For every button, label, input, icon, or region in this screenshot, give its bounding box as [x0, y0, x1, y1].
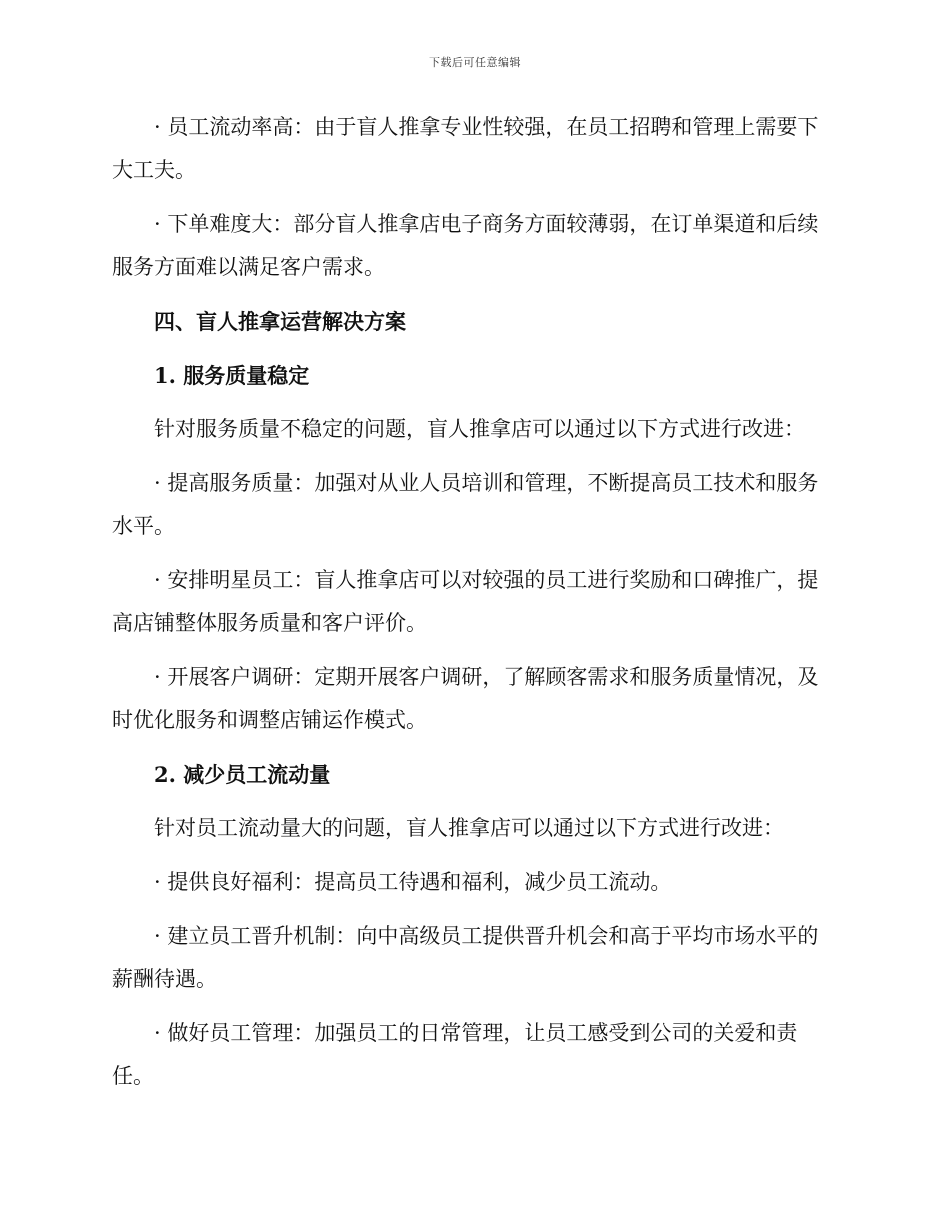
bullet-improve-service: · 提高服务质量：加强对从业人员培训和管理，不断提高员工技术和服务水平。	[112, 471, 819, 538]
bullet-staff-turnover: · 员工流动率高：由于盲人推拿专业性较强，在员工招聘和管理上需要下大工夫。	[112, 115, 819, 182]
bullet-benefits: · 提供良好福利：提高员工待遇和福利，减少员工流动。	[154, 870, 672, 894]
section-heading: 四、盲人推拿运营解决方案	[154, 309, 406, 334]
page-header: 下载后可任意编辑	[429, 56, 521, 69]
intro-paragraph-1: 针对服务质量不稳定的问题，盲人推拿店可以通过以下方式进行改进：	[154, 417, 805, 441]
intro-paragraph-2: 针对员工流动量大的问题，盲人推拿店可以通过以下方式进行改进：	[154, 816, 784, 840]
bullet-promotion: · 建立员工晋升机制：向中高级员工提供晋升机会和高于平均市场水平的薪酬待遇。	[112, 924, 819, 991]
subsection-heading-1: 1. 服务质量稳定	[154, 363, 310, 388]
document-body	[112, 106, 828, 1109]
bullet-management: · 做好员工管理：加强员工的日常管理，让员工感受到公司的关爱和责任。	[112, 1021, 798, 1088]
subsection-heading-2: 2. 减少员工流动量	[154, 762, 331, 787]
bullet-customer-survey: · 开展客户调研：定期开展客户调研，了解顾客需求和服务质量情况，及时优化服务和调整店铺运作模式。	[112, 665, 819, 732]
bullet-ordering-difficulty: · 下单难度大：部分盲人推拿店电子商务方面较薄弱，在订单渠道和后续服务方面难以满足客户需求。	[112, 212, 819, 279]
bullet-star-employee: · 安排明星员工：盲人推拿店可以对较强的员工进行奖励和口碑推广，提高店铺整体服务质量和客户评价。	[112, 568, 819, 635]
